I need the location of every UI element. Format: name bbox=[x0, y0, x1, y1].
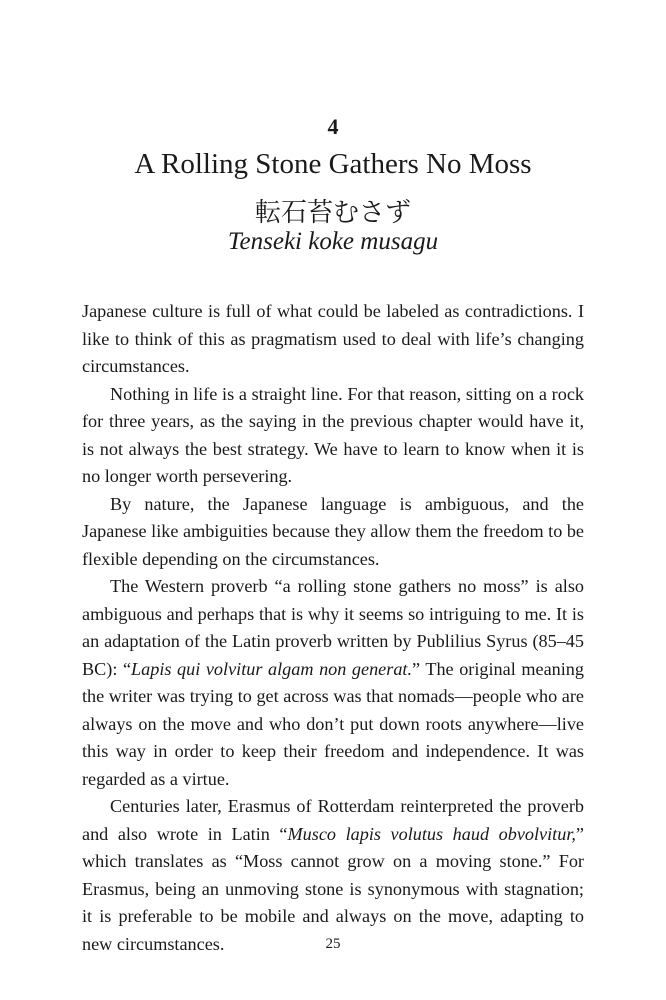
paragraph-5-text-b: ” which translates as “Moss cannot grow on a moving stone.” For Erasmus, being an unmoving stone is synonymous with stagnation; it is preferable to be mobile and always on the move, adapting to new circumstances. bbox=[82, 823, 584, 954]
paragraph-2: Nothing in life is a straight line. For that reason, sitting on a rock for three years, as the saying in the previous chapter would have it, is not always the best strategy. We have to learn to know when it is no longer worth persevering. bbox=[82, 383, 584, 486]
paragraph-4-text-a: The Western proverb “a rolling stone gathers no moss” is also ambiguous and perhaps that is why it seems so intriguing to me. It is an adaptation of the Latin proverb written by Publilius Syrus (85–45 BC): “ bbox=[82, 576, 584, 679]
paragraph-4 bbox=[82, 573, 584, 793]
chapter-number: 4 bbox=[327, 114, 339, 139]
chapter-title-japanese: 転石苔むさず bbox=[254, 198, 411, 228]
paragraph-1: Japanese culture is full of what could be labeled as contradictions. I like to think of this as pragmatism used to deal with life’s changing circumstances. bbox=[82, 301, 584, 376]
paragraph-4-text-b: ” The original meaning the writer was trying to get across was that nomads—people who are always on the move and who don’t put down roots anywhere—live this way in order to keep their freedom and independence. It was regarded as a virtue. bbox=[82, 658, 584, 789]
body-text bbox=[82, 298, 584, 958]
paragraph-5 bbox=[82, 793, 584, 958]
chapter-title: A Rolling Stone Gathers No Moss bbox=[134, 148, 532, 180]
paragraph-3: By nature, the Japanese language is ambiguous, and the Japanese like ambiguities because they allow them the freedom to be flexible depending on the circumstances. bbox=[82, 493, 585, 569]
latin-quote-publilius: Lapis qui volvitur algam non generat. bbox=[131, 658, 413, 679]
latin-quote-erasmus: Musco lapis volutus haud obvolvitur, bbox=[287, 823, 576, 844]
chapter-title-romaji: Tenseki koke musagu bbox=[227, 228, 439, 255]
page-number: 25 bbox=[325, 936, 341, 952]
paragraph-5-text-a: Centuries later, Erasmus of Rotterdam reinterpreted the proverb and also wrote in Latin “ bbox=[82, 796, 584, 844]
